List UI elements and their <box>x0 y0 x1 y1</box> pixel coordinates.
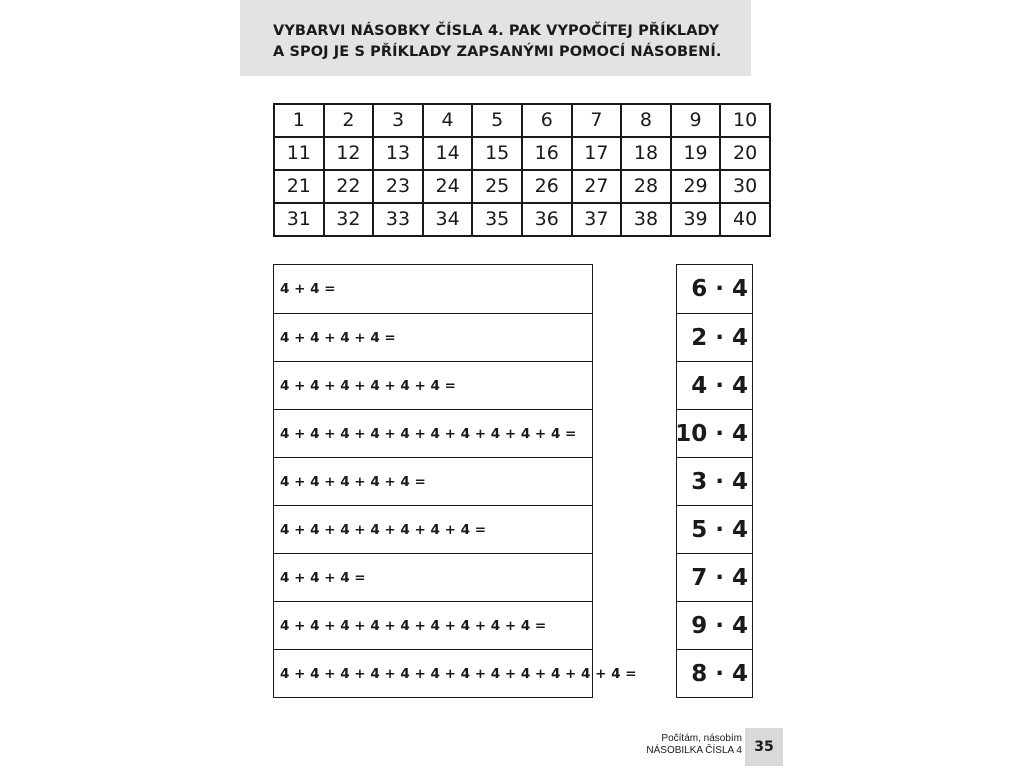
grid-row <box>274 137 770 170</box>
grid-cell[interactable]: 33 <box>373 203 423 236</box>
addition-exercise-list <box>273 264 637 698</box>
grid-cell[interactable]: 24 <box>423 170 473 203</box>
multiplication-exercise[interactable]: 5 · 4 <box>677 505 752 553</box>
addition-exercise[interactable]: 4 + 4 + 4 + 4 + 4 + 4 + 4 + 4 + 4 + 4 + 4 + 4 = <box>274 649 592 697</box>
grid-row <box>274 104 770 137</box>
multiplication-exercise[interactable]: 4 · 4 <box>677 361 752 409</box>
grid-cell[interactable]: 4 <box>423 104 473 137</box>
footer-caption <box>646 733 742 757</box>
addition-exercise[interactable]: 4 + 4 + 4 + 4 + 4 = <box>274 457 592 505</box>
grid-cell[interactable]: 30 <box>720 170 770 203</box>
grid-cell[interactable]: 15 <box>472 137 522 170</box>
addition-exercise[interactable]: 4 + 4 + 4 + 4 + 4 + 4 + 4 + 4 + 4 = <box>274 601 592 649</box>
multiplication-exercise[interactable]: 2 · 4 <box>677 313 752 361</box>
addition-exercise[interactable]: 4 + 4 + 4 + 4 + 4 + 4 + 4 + 4 + 4 + 4 = <box>274 409 592 457</box>
footer-chapter-title: NÁSOBILKA ČÍSLA 4 <box>646 745 742 756</box>
number-grid <box>273 103 771 237</box>
grid-cell[interactable]: 18 <box>621 137 671 170</box>
grid-row <box>274 203 770 236</box>
grid-cell[interactable]: 28 <box>621 170 671 203</box>
grid-cell[interactable]: 10 <box>720 104 770 137</box>
grid-cell[interactable]: 21 <box>274 170 324 203</box>
grid-cell[interactable]: 37 <box>572 203 622 236</box>
grid-cell[interactable]: 22 <box>324 170 374 203</box>
grid-cell[interactable]: 35 <box>472 203 522 236</box>
grid-cell[interactable]: 16 <box>522 137 572 170</box>
multiplication-exercise[interactable]: 3 · 4 <box>677 457 752 505</box>
grid-cell[interactable]: 27 <box>572 170 622 203</box>
grid-cell[interactable]: 14 <box>423 137 473 170</box>
grid-cell[interactable]: 6 <box>522 104 572 137</box>
instruction-line-1: VYBARVI NÁSOBKY ČÍSLA 4. PAK VYPOČÍTEJ PŘÍKLADY <box>273 23 720 39</box>
grid-cell[interactable]: 13 <box>373 137 423 170</box>
grid-cell[interactable]: 38 <box>621 203 671 236</box>
addition-exercise[interactable]: 4 + 4 + 4 + 4 + 4 + 4 + 4 = <box>274 505 592 553</box>
footer-book-title: Počítám, násobím <box>661 733 742 744</box>
multiplication-exercise-list <box>676 264 753 698</box>
grid-cell[interactable]: 2 <box>324 104 374 137</box>
grid-cell[interactable]: 8 <box>621 104 671 137</box>
grid-cell[interactable]: 29 <box>671 170 721 203</box>
multiplication-exercise[interactable]: 10 · 4 <box>677 409 752 457</box>
multiplication-exercise[interactable]: 8 · 4 <box>677 649 752 697</box>
grid-cell[interactable]: 25 <box>472 170 522 203</box>
grid-cell[interactable]: 1 <box>274 104 324 137</box>
addition-exercise[interactable]: 4 + 4 = <box>280 281 336 297</box>
grid-cell[interactable]: 19 <box>671 137 721 170</box>
grid-cell[interactable]: 34 <box>423 203 473 236</box>
grid-cell[interactable]: 36 <box>522 203 572 236</box>
grid-cell[interactable]: 20 <box>720 137 770 170</box>
grid-cell[interactable]: 31 <box>274 203 324 236</box>
page-number: 35 <box>745 728 783 766</box>
grid-cell[interactable]: 40 <box>720 203 770 236</box>
grid-row <box>274 170 770 203</box>
multiplication-exercise[interactable]: 7 · 4 <box>677 553 752 601</box>
grid-cell[interactable]: 23 <box>373 170 423 203</box>
addition-exercise[interactable]: 4 + 4 + 4 + 4 = <box>274 313 592 361</box>
grid-cell[interactable]: 5 <box>472 104 522 137</box>
multiplication-exercise[interactable]: 6 · 4 <box>691 276 748 302</box>
grid-cell[interactable]: 17 <box>572 137 622 170</box>
grid-cell[interactable]: 39 <box>671 203 721 236</box>
grid-cell[interactable]: 3 <box>373 104 423 137</box>
addition-exercise[interactable]: 4 + 4 + 4 + 4 + 4 + 4 = <box>274 361 592 409</box>
instruction-line-2: A SPOJ JE S PŘÍKLADY ZAPSANÝMI POMOCÍ NÁSOBENÍ. <box>273 44 722 60</box>
grid-cell[interactable]: 7 <box>572 104 622 137</box>
grid-cell[interactable]: 11 <box>274 137 324 170</box>
grid-cell[interactable]: 26 <box>522 170 572 203</box>
multiplication-exercise[interactable]: 9 · 4 <box>677 601 752 649</box>
grid-cell[interactable]: 12 <box>324 137 374 170</box>
grid-cell[interactable]: 32 <box>324 203 374 236</box>
addition-exercise[interactable]: 4 + 4 + 4 = <box>274 553 592 601</box>
grid-cell[interactable]: 9 <box>671 104 721 137</box>
